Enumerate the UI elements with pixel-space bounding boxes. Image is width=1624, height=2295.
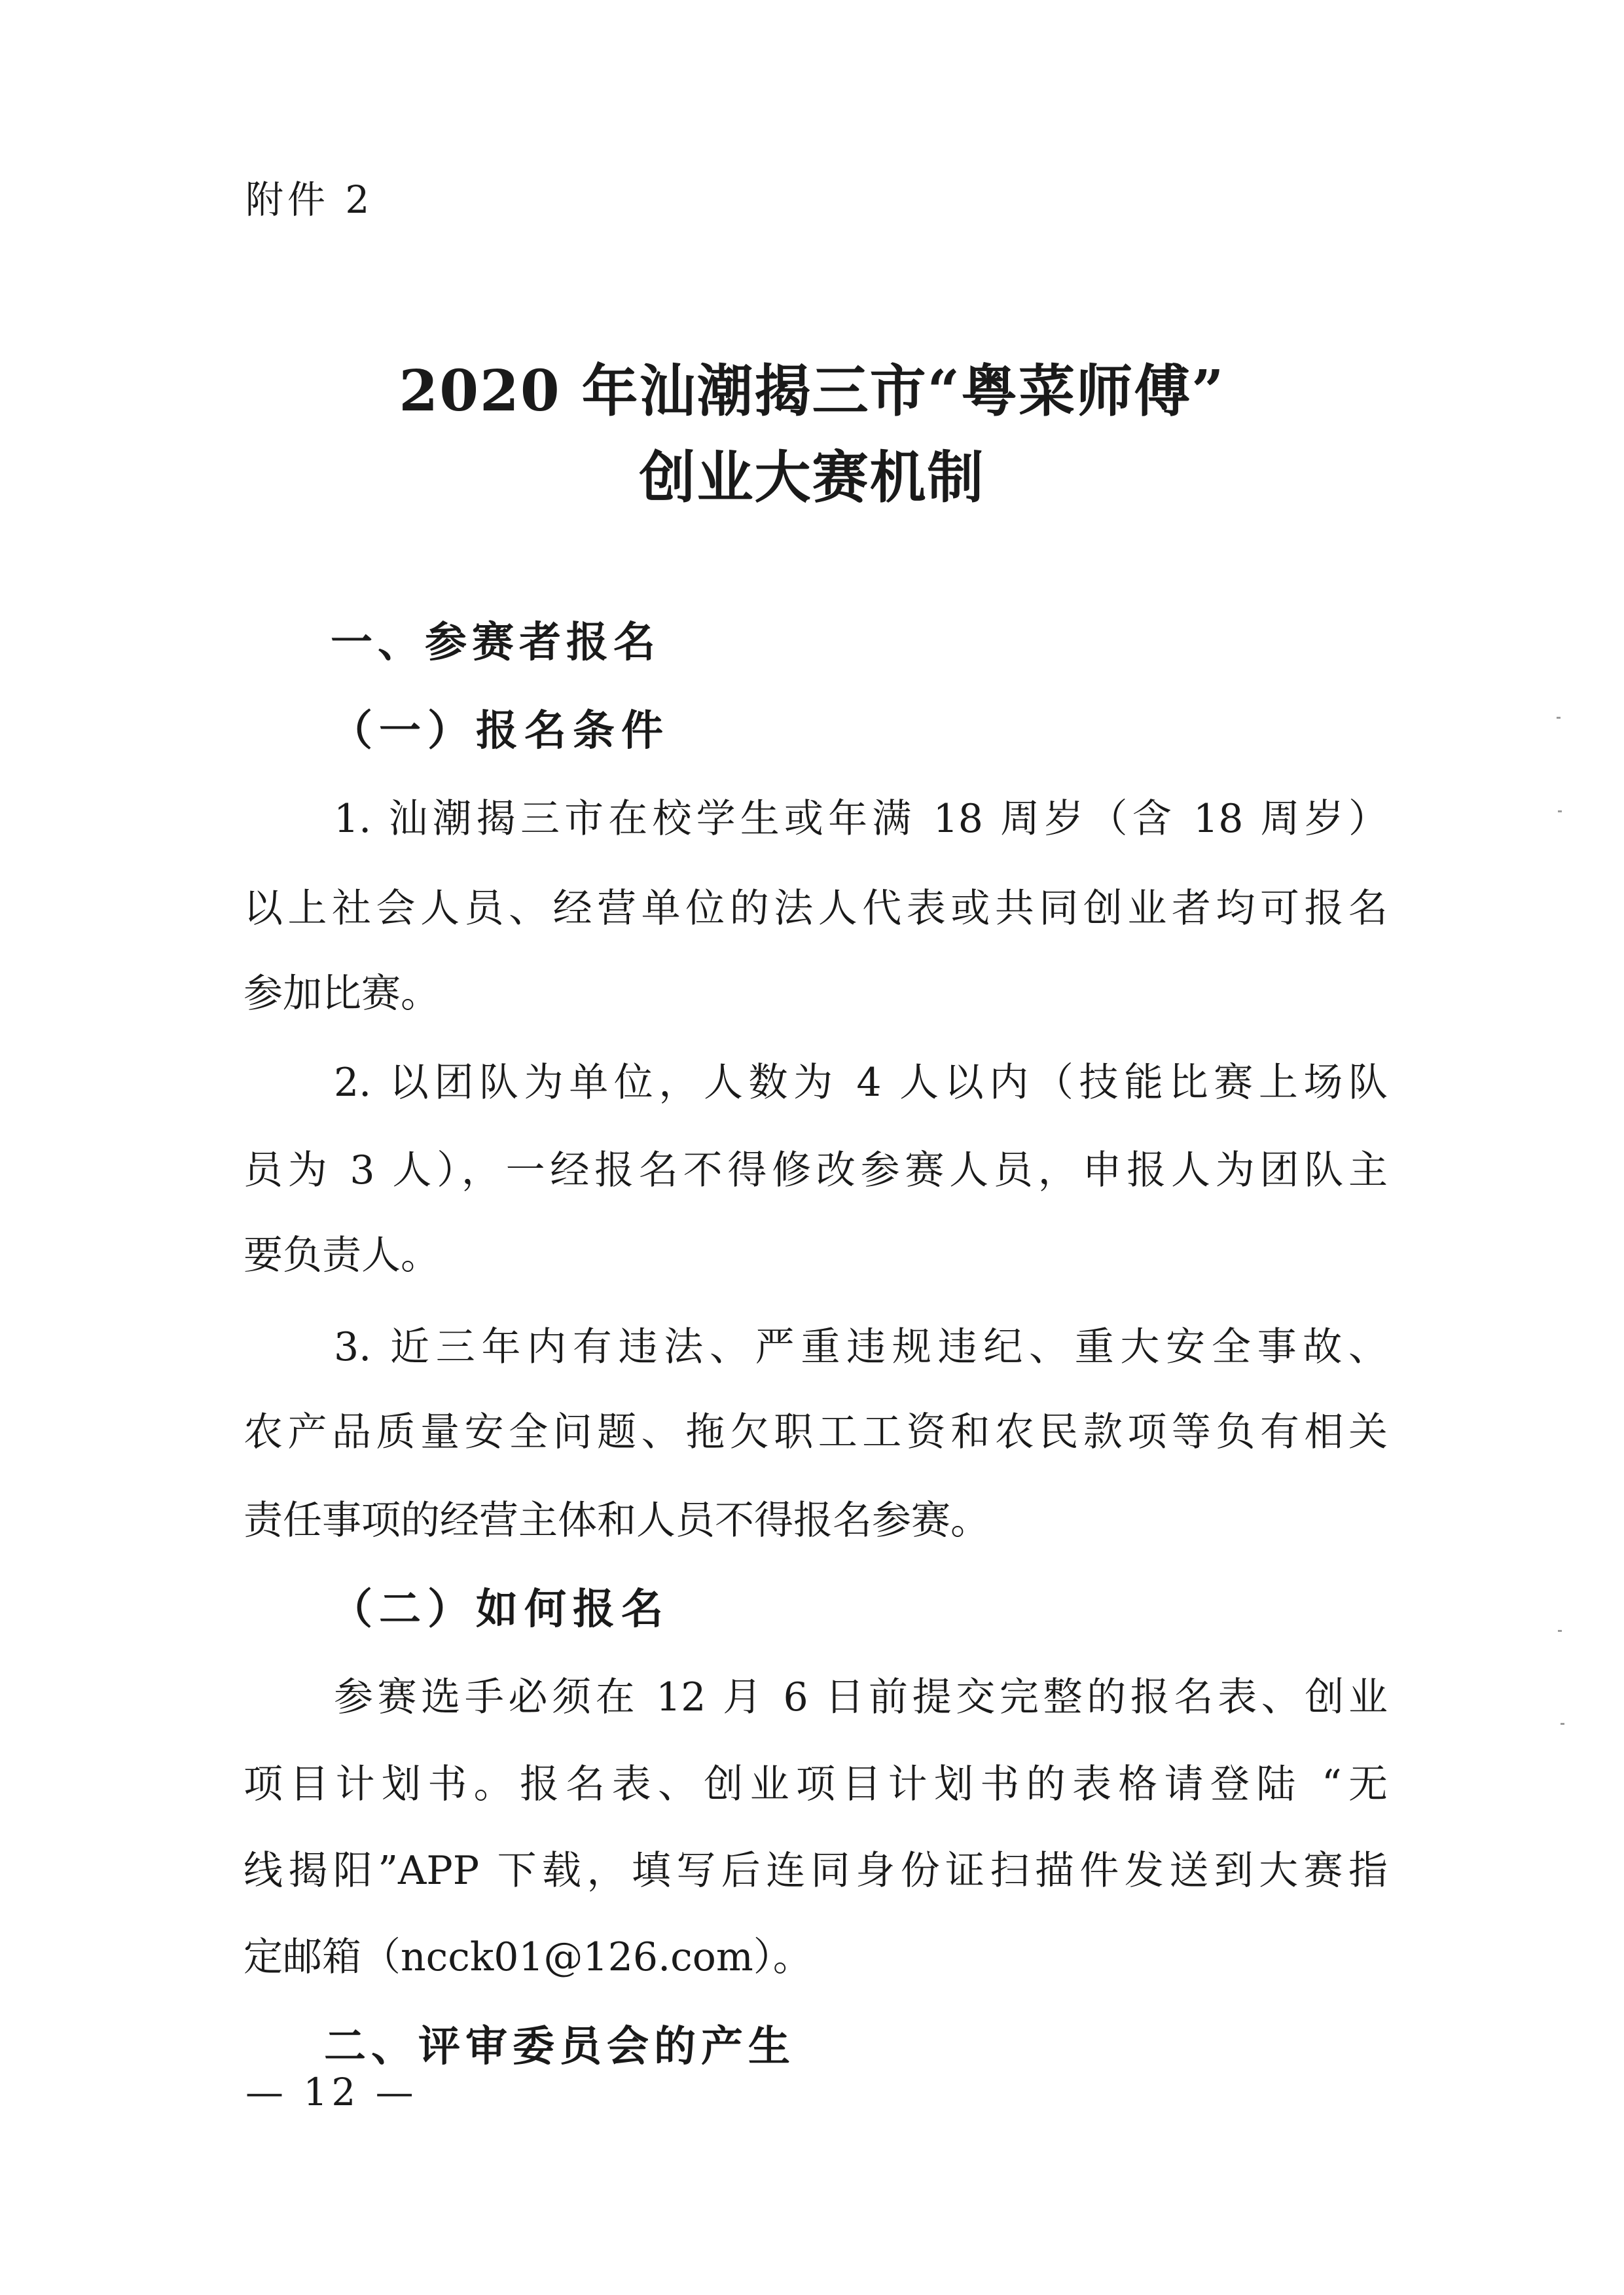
section-heading-1: 一、参赛者报名 bbox=[331, 618, 660, 667]
paragraph-line: 定邮箱（ncck01@126.com）。 bbox=[244, 1934, 812, 1980]
paragraph-line: 责任事项的经营主体和人员不得报名参赛。 bbox=[244, 1498, 990, 1544]
scan-speck bbox=[1557, 717, 1561, 719]
title-line-1: 2020 年汕潮揭三市“粤菜师傅” bbox=[399, 358, 1225, 424]
paragraph-line: 参赛选手必须在 12 月 6 日前提交完整的报名表、创业 bbox=[334, 1674, 1388, 1720]
paragraph-line: 线揭阳”APP 下载，填写后连同身份证扫描件发送到大赛指 bbox=[244, 1848, 1388, 1894]
paragraph-line: 1. 汕潮揭三市在校学生或年满 18 周岁（含 18 周岁） bbox=[334, 796, 1388, 842]
scan-speck bbox=[1558, 1630, 1562, 1632]
page-number: — 12 — bbox=[245, 2070, 418, 2114]
subsection-heading-1: （一）报名条件 bbox=[331, 706, 670, 755]
section-heading-2: 二、评审委员会的产生 bbox=[324, 2022, 795, 2071]
paragraph-line: 项目计划书。报名表、创业项目计划书的表格请登陆 “无 bbox=[244, 1762, 1388, 1807]
paragraph-line: 3. 近三年内有违法、严重违规违纪、重大安全事故、 bbox=[334, 1324, 1388, 1370]
scan-speck bbox=[1561, 1723, 1564, 1725]
paragraph-line: 员为 3 人），一经报名不得修改参赛人员，申报人为团队主 bbox=[244, 1148, 1388, 1193]
title-line-2: 创业大赛机制 bbox=[639, 444, 985, 511]
scan-speck bbox=[1558, 810, 1562, 812]
paragraph-line: 以上社会人员、经营单位的法人代表或共同创业者均可报名 bbox=[244, 886, 1388, 931]
paragraph-line: 农产品质量安全问题、拖欠职工工资和农民款项等负有相关 bbox=[244, 1409, 1388, 1455]
attachment-label: 附件 2 bbox=[245, 177, 374, 222]
paragraph-line: 要负责人。 bbox=[244, 1233, 440, 1278]
paragraph-line: 参加比赛。 bbox=[244, 971, 440, 1017]
subsection-heading-2: （二）如何报名 bbox=[331, 1585, 670, 1634]
paragraph-line: 2. 以团队为单位，人数为 4 人以内（技能比赛上场队 bbox=[334, 1060, 1388, 1106]
